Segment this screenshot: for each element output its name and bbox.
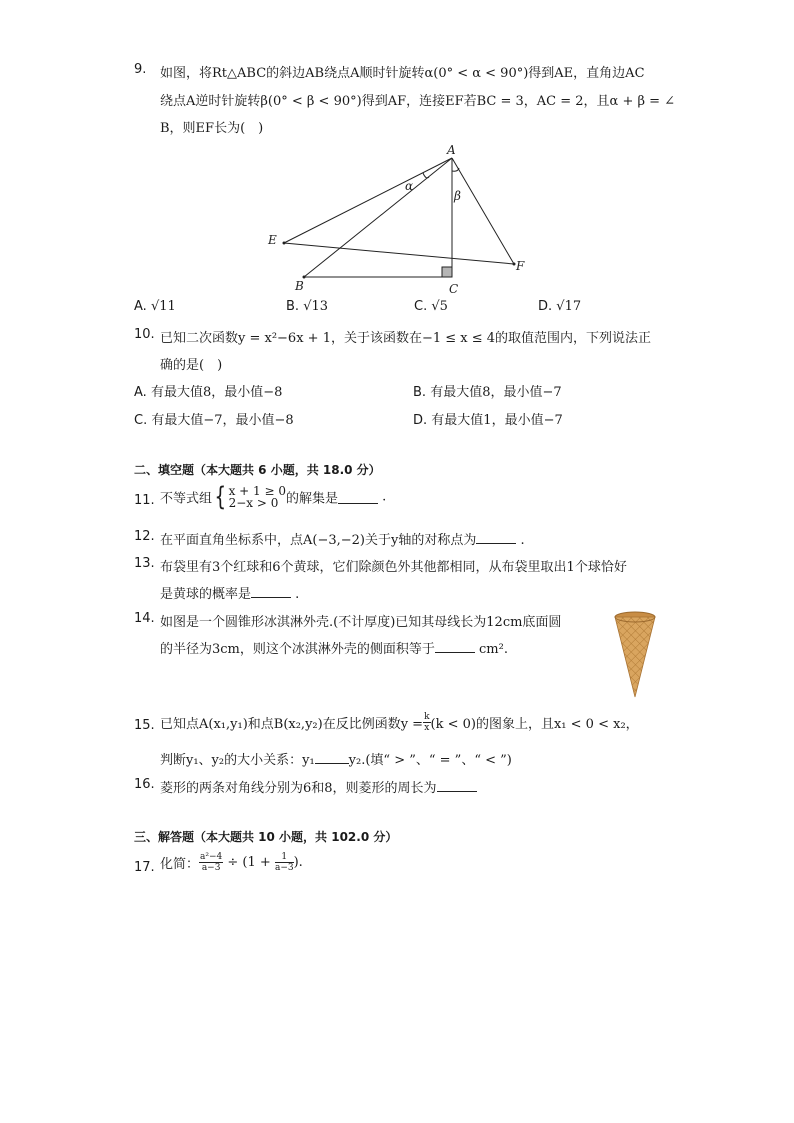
q9-option-a: A. √11 bbox=[134, 299, 176, 314]
label-c: C bbox=[449, 282, 459, 296]
q10-line-1: 已知二次函数y = x²−6x + 1，关于该函数在−1 ≤ x ≤ 4的取值范围内，下列说法正 bbox=[160, 331, 652, 346]
q16-answer-blank bbox=[437, 779, 477, 792]
segment-af bbox=[452, 158, 514, 264]
q13-line-2: 是黄球的概率是 . bbox=[160, 587, 300, 602]
section-3-title: 三、解答题（本大题共 10 小题，共 102.0 分） bbox=[134, 830, 398, 844]
q12-number: 12. bbox=[134, 529, 155, 544]
q15-line-2: 判断y₁、y₂的大小关系：y₁ y₂.(填“ > ”、“ = ”、“ < ”) bbox=[160, 753, 512, 768]
q10-option-a: A. 有最大值8，最小值−8 bbox=[134, 385, 283, 400]
q14-number: 14. bbox=[134, 611, 155, 626]
q17-fraction-2: $\frac{1}{a-3}$ bbox=[274, 852, 294, 873]
q16-content: 菱形的两条对角线分别为6和8，则菱形的周长为 bbox=[160, 777, 477, 796]
label-alpha: α bbox=[405, 179, 414, 193]
q9-line-1: 如图，将Rt△ABC的斜边AB绕点A顺时针旋转α(0° < α < 90°)得到AE，直角边AC bbox=[160, 66, 645, 81]
q17-fraction-1: $\frac{\text{a²−4}}{a-3}$ bbox=[200, 852, 223, 873]
q15-number: 15. bbox=[134, 718, 155, 733]
q10-option-d: D. 有最大值1，最小值−7 bbox=[413, 413, 563, 428]
q9-option-b: B. √13 bbox=[286, 299, 329, 314]
q11-number: 11. bbox=[134, 493, 155, 508]
q13-number: 13. bbox=[134, 556, 155, 571]
q14-line-2: 的半径为3cm，则这个冰淇淋外壳的侧面积等于 cm². bbox=[160, 642, 508, 657]
q14-answer-blank bbox=[435, 640, 475, 653]
q15-answer-blank bbox=[315, 751, 349, 764]
q16-number: 16. bbox=[134, 777, 155, 792]
q9-option-d: D. √17 bbox=[538, 299, 582, 314]
section-2-title: 二、填空题（本大题共 6 小题，共 18.0 分） bbox=[134, 463, 381, 477]
q10-option-b: B. 有最大值8，最小值−7 bbox=[413, 385, 562, 400]
segment-ef bbox=[284, 243, 514, 264]
q15-fraction: $\frac{k}{x}$ bbox=[424, 712, 430, 733]
right-angle-marker bbox=[442, 267, 452, 277]
label-b: B bbox=[295, 279, 304, 293]
q12-answer-blank bbox=[476, 531, 516, 544]
q17-number: 17. bbox=[134, 860, 155, 875]
q15-line-1: 已知点A(x₁,y₁)和点B(x₂,y₂)在反比例函数y = $\frac{k}{x}$ (k < 0)的图象上，且x₁ < 0 < x₂， bbox=[160, 712, 639, 733]
q11-answer-blank bbox=[338, 491, 378, 504]
q13-answer-blank bbox=[251, 585, 291, 598]
q11-content: 不等式组{ x + 1 ≥ 0 2−x > 0 的解集是 . bbox=[160, 482, 387, 512]
label-f: F bbox=[516, 259, 525, 273]
q10-option-c: C. 有最大值−7，最小值−8 bbox=[134, 413, 294, 428]
q10-line-2: 确的是( ) bbox=[160, 358, 223, 373]
segment-ae bbox=[284, 158, 452, 243]
q9-option-c: C. √5 bbox=[414, 299, 448, 314]
q17-content: 化简： $\frac{\text{a²−4}}{a-3}$ ÷ (1 + $\frac{1}{a-3}$ ). bbox=[160, 852, 303, 873]
q12-content: 在平面直角坐标系中，点A(−3,−2)关于y轴的对称点为 . bbox=[160, 533, 525, 548]
q9-line-2: 绕点A逆时针旋转β(0° < β < 90°)得到AF，连接EF若BC = 3，AC = 2，且α + β = ∠ bbox=[160, 94, 676, 109]
label-a: A bbox=[447, 143, 456, 157]
q13-line-1: 布袋里有3个红球和6个黄球，它们除颜色外其他都相同，从布袋里取出1个球恰好 bbox=[160, 560, 627, 575]
q9-line-3: B，则EF长为( ) bbox=[160, 121, 264, 136]
inequality-system: x + 1 ≥ 0 2−x > 0 bbox=[228, 484, 286, 510]
ice-cream-cone-image bbox=[610, 605, 660, 705]
q10-number: 10. bbox=[134, 327, 155, 342]
q9-triangle-figure bbox=[258, 138, 538, 298]
label-beta: β bbox=[454, 189, 461, 203]
q14-line-1: 如图是一个圆锥形冰淇淋外壳.(不计厚度)已知其母线长为12cm底面圆 bbox=[160, 615, 562, 630]
angle-alpha-arc bbox=[423, 173, 429, 178]
segment-ab bbox=[304, 158, 452, 277]
q9-number: 9. bbox=[134, 62, 147, 77]
label-e: E bbox=[268, 233, 277, 247]
